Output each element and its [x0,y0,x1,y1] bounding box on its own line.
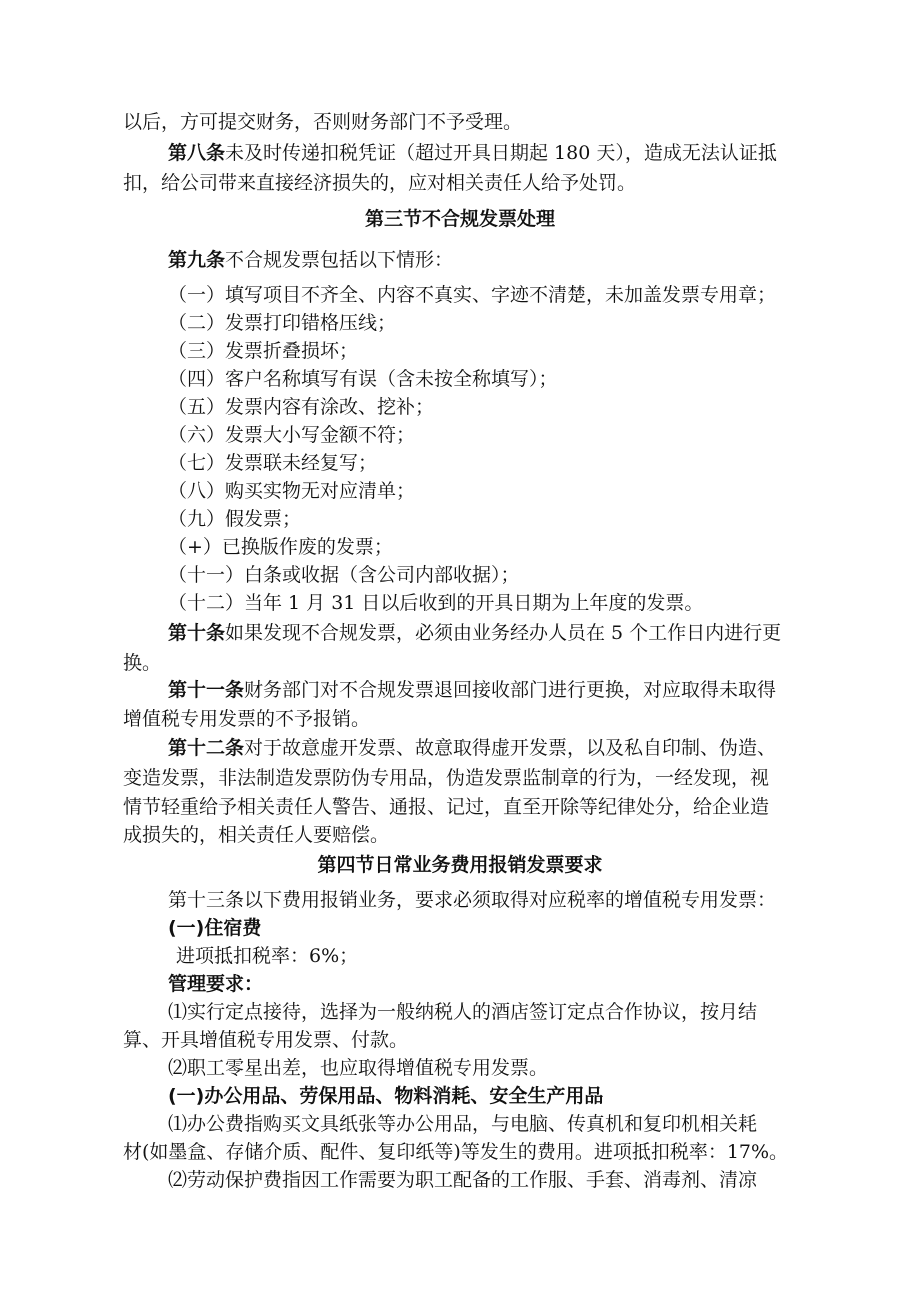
article-12-line-4: 成损失的，相关责任人要赔偿。 [123,824,390,846]
article-11-label: 第十一条 [168,679,245,701]
article-8-label: 第八条 [168,142,226,164]
article-10-label: 第十条 [168,622,226,644]
list-item: （八）购买实物无对应清单； [168,480,416,502]
article-8-text-1: 未及时传递扣税凭证（超过开具日期起 180 天），造成无法认证抵 [225,142,777,164]
list-item: （十一）白条或收据（含公司内部收据）； [168,564,520,586]
lodging-subheading: (一)住宿费 [168,917,262,939]
article-11-line-1 [168,677,776,703]
list-item: （十二）当年 1 月 31 日以后收到的开具日期为上年度的发票。 [168,592,704,614]
article-9-intro-text: 不合规发票包括以下情形： [225,249,454,271]
list-item: （四）客户名称填写有误（含未按全称填写）； [168,368,558,390]
article-10-line-1 [168,620,781,646]
lodging-req-1-line-2: 算、开具增值税专用发票、付款。 [123,1029,409,1051]
article-11-line-2: 增值税专用发票的不予报销。 [123,708,371,730]
office-para-1-line-1: ⑴办公费指购买文具纸张等办公用品，与电脑、传真机和复印机相关耗 [168,1113,758,1135]
article-9-intro [168,247,453,273]
lodging-mgmt-title: 管理要求： [168,973,264,995]
lodging-req-1-line-1: ⑴实行定点接待，选择为一般纳税人的酒店签订定点合作协议，按月结 [168,1001,758,1023]
list-item: （七）发票联未经复写； [168,452,378,474]
list-item: （九）假发票； [168,508,302,530]
lodging-req-2: ⑵职工零星出差，也应取得增值税专用发票。 [168,1057,549,1079]
article-12-label: 第十二条 [168,737,245,759]
article-12-text-1: 对于故意虚开发票、故意取得虚开发票，以及私自印制、伪造、 [244,737,777,759]
article-9-label: 第九条 [168,249,226,271]
list-item: （五）发票内容有涂改、挖补； [168,396,435,418]
office-supplies-subheading: (一)办公用品、劳保用品、物料消耗、安全生产用品 [168,1085,604,1107]
list-item: （二）发票打印错格压线； [168,312,397,334]
lodging-rate: 进项抵扣税率：6%； [176,945,359,967]
article-8-line-2: 扣，给公司带来直接经济损失的，应对相关责任人给予处罚。 [123,172,637,194]
article-10-text-1: 如果发现不合规发票，必须由业务经办人员在 5 个工作日内进行更 [225,622,782,644]
office-para-2-line-1: ⑵劳动保护费指因工作需要为职工配备的工作服、手套、消毒剂、清凉 [168,1169,758,1191]
article-11-text-1: 财务部门对不合规发票退回接收部门进行更换，对应取得未取得 [244,679,777,701]
office-para-1-line-2: 材(如墨盒、存储介质、配件、复印纸等)等发生的费用。进项抵扣税率：17%。 [123,1141,789,1163]
article-12-line-2: 变造发票，非法制造发票防伪专用品，伪造发票监制章的行为，一经发现，视 [123,767,770,789]
list-item: （一）填写项目不齐全、内容不真实、字迹不清楚，未加盖发票专用章； [168,284,777,306]
article-8-line-1 [168,140,777,166]
section-4-heading: 第四节日常业务费用报销发票要求 [317,854,603,876]
article-12-line-1 [168,735,776,761]
list-item: （三）发票折叠损坏； [168,340,359,362]
list-item: （+）已换版作废的发票； [168,536,393,558]
section-3-heading: 第三节不合规发票处理 [364,208,555,230]
list-item: （六）发票大小写金额不符； [168,424,416,446]
article-12-line-3: 情节轻重给予相关责任人警告、通报、记过，直至开除等纪律处分，给企业造 [123,796,770,818]
article-13-line: 第十三条以下费用报销业务，要求必须取得对应税率的增值税专用发票： [168,889,777,911]
section2-tail-line: 以后，方可提交财务，否则财务部门不予受理。 [123,111,523,133]
article-10-line-2: 换。 [123,652,162,674]
